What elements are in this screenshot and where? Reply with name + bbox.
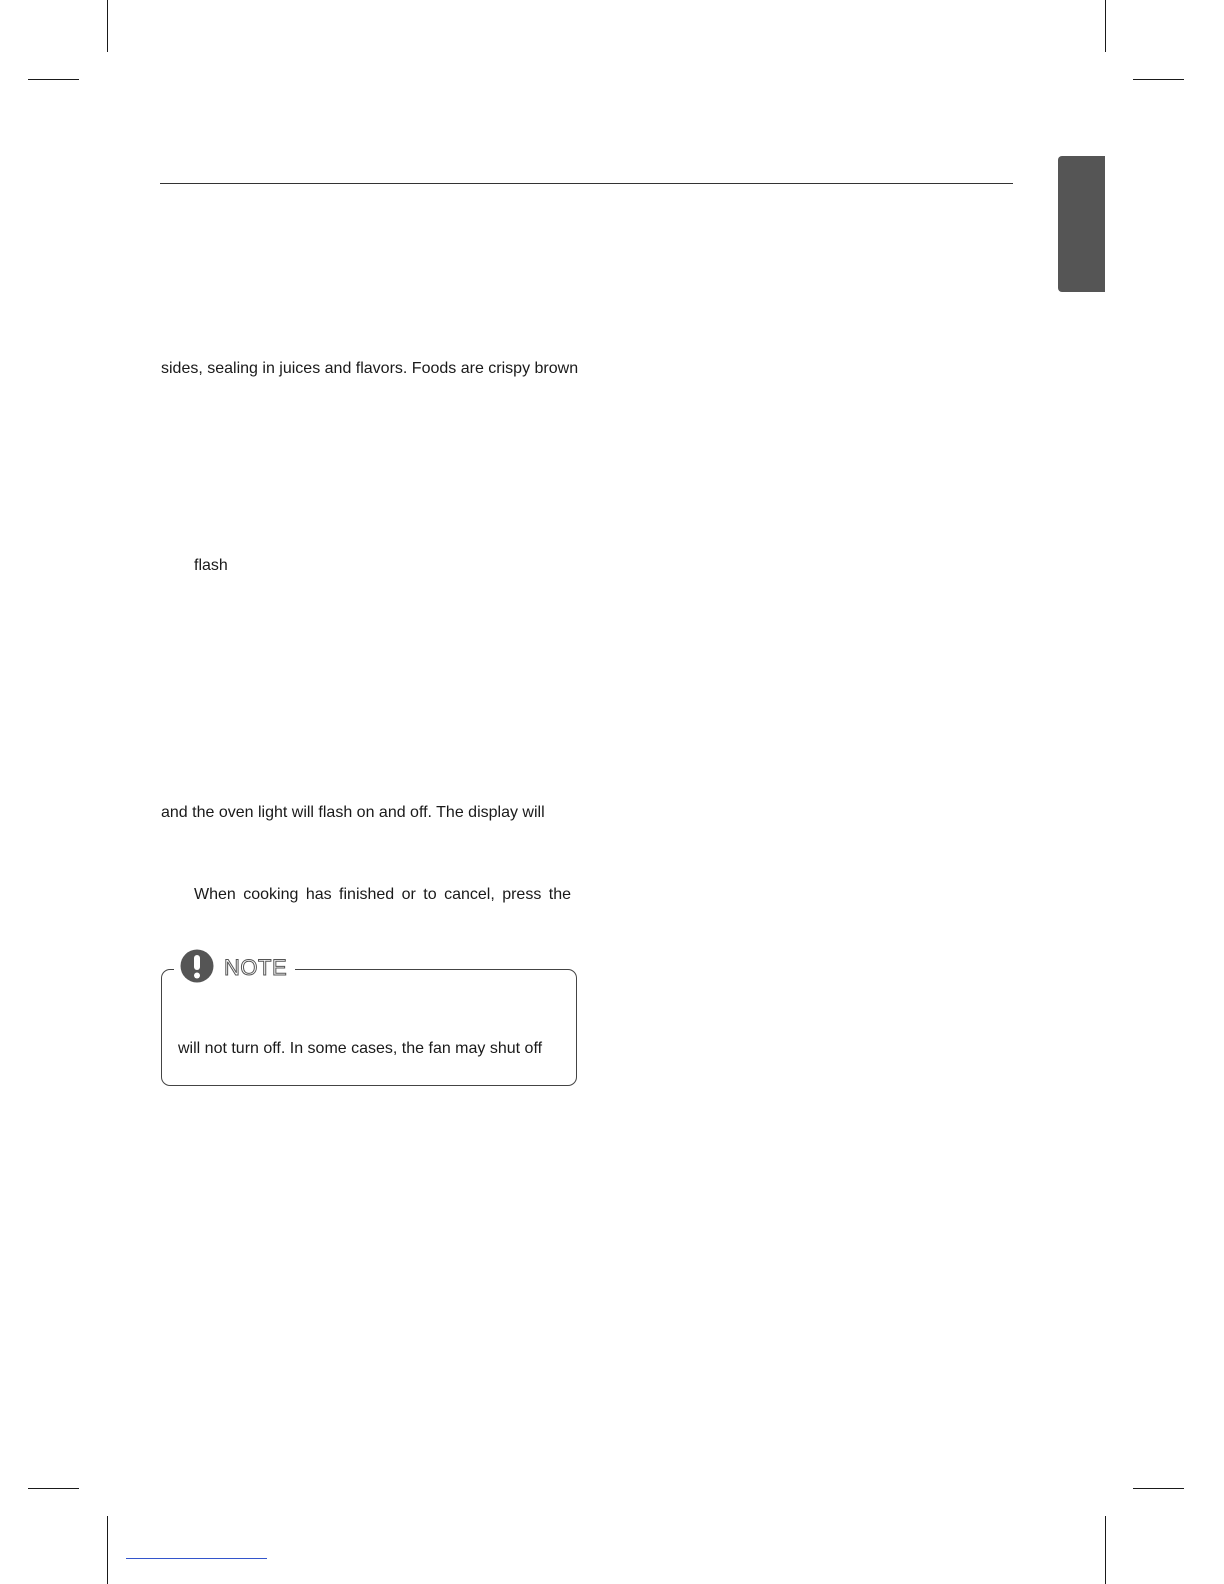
note-text: will not turn off. In some cases, the fan may shut off: [178, 1040, 543, 1057]
note-header: [174, 946, 295, 986]
footer-link-underline: [126, 1558, 267, 1559]
crop-mark: [1105, 0, 1106, 52]
note-label: NOTE: [224, 954, 288, 980]
crop-mark: [107, 0, 108, 52]
crop-mark: [107, 1516, 108, 1584]
exclamation-icon: [180, 949, 214, 983]
header-rule: [160, 183, 1013, 184]
body-text-line: flash: [194, 557, 228, 574]
body-text-line: sides, sealing in juices and flavors. Foods are crispy brown: [161, 360, 579, 377]
body-text-line: When cooking has finished or to cancel, press the: [194, 886, 571, 903]
section-tab: [1058, 156, 1105, 292]
crop-mark: [1105, 1516, 1106, 1584]
crop-mark: [1133, 1488, 1184, 1489]
body-text-line: and the oven light will flash on and off. The display will: [161, 804, 545, 821]
crop-mark: [28, 1488, 79, 1489]
crop-mark: [1133, 79, 1184, 80]
crop-mark: [28, 79, 79, 80]
note-box: [161, 969, 577, 1086]
